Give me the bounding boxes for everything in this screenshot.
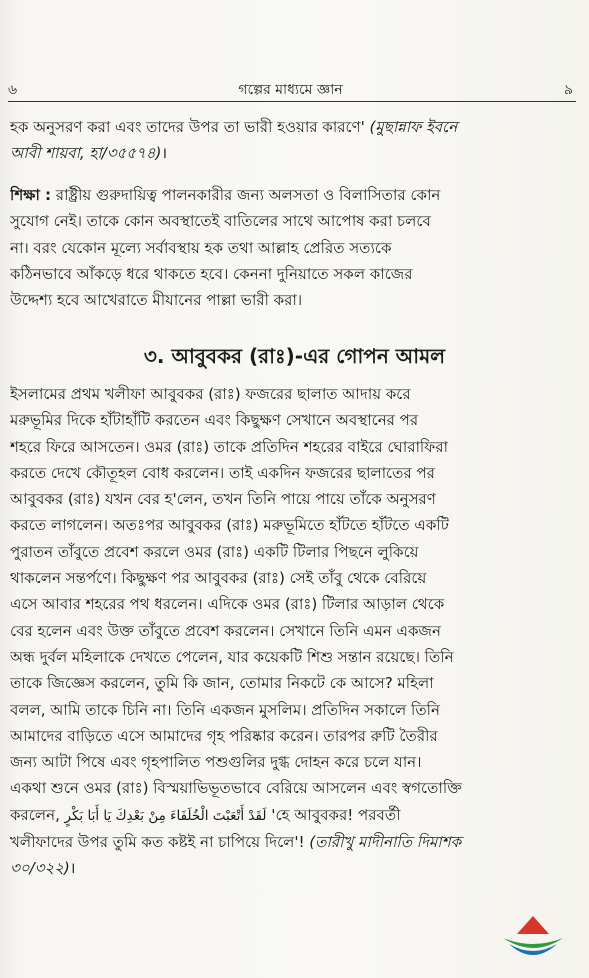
text-line: আমাদের বাড়িতে এসে আমাদের গৃহ পরিষ্কার করেন। তারপর রুটি তৈরীর: [10, 726, 438, 745]
text-line: [10, 802, 573, 829]
punctuation: ।: [161, 144, 167, 163]
text-line: করতে দেখে কৌতূহল বোধ করলেন। তাই একদিন ফজরের ছালাতের পর: [10, 463, 435, 482]
text-line: [10, 182, 573, 208]
text-line: [10, 140, 573, 166]
text-line: সুযোগ নেই। তাকে কোন অবস্থাতেই বাতিলের সাথে আপোষ করা চলবে: [10, 212, 431, 231]
text-line: শহরে ফিরে আসতেন। ওমর (রাঃ) তাকে প্রতিদিন শহরের বাইরে ঘোরাফিরা: [10, 437, 448, 456]
running-title: গল্পের মাধ্যমে জ্ঞান: [238, 82, 343, 98]
text-line: জন্য আটা পিষে এবং গৃহপালিত পশুগুলির দুগ্ধ দোহন করে চলে যান।: [10, 753, 422, 772]
page-header: [8, 78, 573, 100]
punctuation: ।: [69, 859, 76, 878]
section-heading: ৩. আবুবকর (রাঃ)-এর গোপন আমল: [143, 344, 446, 368]
story-text: করলেন,: [10, 805, 65, 824]
page-number: ৯: [563, 82, 573, 98]
citation: (মুছান্নাফ ইবনে: [369, 118, 458, 136]
text-line: অন্ধ দুর্বল মহিলাকে দেখতে পেলেন, যার কয়েকটি শিশু সন্তান রয়েছে। তিনি: [10, 647, 454, 666]
lesson-text: রাষ্ট্রীয় গুরুদায়িত্ব পালনকারীর জন্য অলসতা ও বিলাসিতার কোন: [51, 186, 441, 204]
text-line: এসে আবার শহরের পথ ধরলেন। এদিকে ওমর (রাঃ) টিলার আড়াল থেকে: [10, 595, 445, 614]
text-line: একথা শুনে ওমর (রাঃ) বিস্ময়াভিভূতভাবে বেরিয়ে আসলেন এবং স্বগতোক্তি: [10, 779, 462, 798]
text-line: বলল, আমি তাকে চিনি না। তিনি একজন মুসলিম। প্রতিদিন সকালে তিনি: [10, 700, 440, 719]
text-line: থাকলেন সন্তর্পণে। কিছুক্ষণ পর আবুবকর (রাঃ) সেই তাঁবু থেকে বেরিয়ে: [10, 569, 427, 588]
publisher-logo-icon: [497, 912, 569, 964]
text-line: আবুবকর (রাঃ) যখন বের হ'লেন, তখন তিনি পায়ে পায়ে তাঁকে অনুসরণ: [10, 490, 436, 509]
text-line: [10, 114, 573, 140]
story-paragraph: [10, 381, 573, 882]
text-line: উদ্দেশ্য হবে আখেরাতে মীযানের পাল্লা ভারী করা।: [10, 291, 303, 310]
intro-text: হক অনুসরণ করা এবং তাদের উপর তা ভারী হওয়ার কারণে': [10, 118, 370, 136]
lesson-paragraph: [10, 182, 573, 313]
text-line: [10, 855, 573, 881]
citation: (তারীখু মাদীনাতি দিমাশক: [309, 833, 461, 852]
text-line: কঠিনভাবে আঁকড়ে ধরে থাকতে হবে। কেননা দুনিয়াতে সকল কাজের: [10, 264, 413, 283]
left-page-number: ৬: [8, 82, 18, 98]
text-line: পুরাতন তাঁবুতে প্রবেশ করলে ওমর (রাঃ) একটি টিলার পিছনে লুকিয়ে: [10, 542, 419, 561]
text-line: তাকে জিজ্ঞেস করলেন, তুমি কি জান, তোমার নিকটে কে আসে? মহিলা: [10, 674, 434, 693]
arabic-quote: لَقَدْ أَتْعَبْتَ الْخُلَفَاءَ مِنْ بَعْدِكَ يَا أَبَا بَكْرٍ: [64, 807, 267, 824]
intro-paragraph: [10, 114, 573, 167]
lesson-label: শিক্ষা :: [10, 186, 52, 204]
text-line: [10, 829, 573, 855]
header-divider: [8, 101, 576, 102]
text-line: মরুভূমির দিকে হাঁটাহাঁটি করতেন এবং কিছুক্ষণ সেখানে অবস্থানের পর: [10, 411, 419, 430]
text-line: না। বরং যেকোন মূল্যে সর্বাবস্থায় হক তথা আল্লাহ প্রেরিত সত্যকে: [10, 238, 392, 257]
citation: আবী শায়বা, হা/৩৫৫৭৪): [10, 144, 162, 163]
story-text: 'হে আবুবকর! পরবর্তী: [266, 805, 401, 824]
citation: ৩০/৩২২): [10, 859, 70, 878]
text-line: করতে লাগলেন। অতঃপর আবুবকর (রাঃ) মরুভূমিতে হাঁটতে হাঁটতে একটি: [10, 516, 449, 535]
text-line: ইসলামের প্রথম খলীফা আবুবকর (রাঃ) ফজরের ছালাত আদায় করে: [10, 385, 411, 403]
text-line: বের হলেন এবং উক্ত তাঁবুতে প্রবেশ করলেন। সেখানে তিনি এমন একজন: [10, 621, 441, 640]
logo-triangle: [517, 916, 549, 934]
story-text: খলীফাদের উপর তুমি কত কষ্টই না চাপিয়ে দিলে'!: [10, 833, 310, 852]
